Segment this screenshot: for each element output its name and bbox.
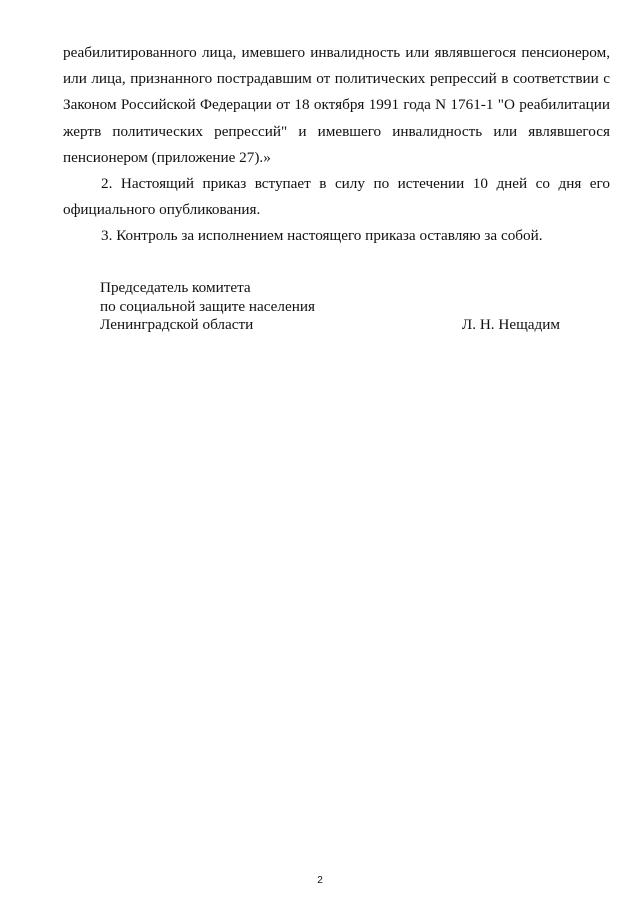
document-body <box>63 40 610 250</box>
signatory-name: Л. Н. Нещадим <box>461 316 560 333</box>
signature-title-line-3 <box>100 316 560 335</box>
page-number: 2 <box>317 875 323 886</box>
signature-position-1: Председатель комитета <box>100 279 251 296</box>
signature-position-2: по социальной защите населения <box>100 297 315 315</box>
signature-title-line-1 <box>100 279 560 298</box>
signature-title-line-2 <box>100 298 560 317</box>
paragraph-control: 3. Контроль за исполнением настоящего приказа оставляю за собой. <box>101 227 543 245</box>
signature-block <box>100 279 560 335</box>
paragraph-effective-date: 2. Настоящий приказ вступает в силу по истечении 10 дней со дня его официального опубликования. <box>63 175 610 219</box>
signature-position-3: Ленинградской области <box>100 316 254 333</box>
paragraph-continuation: реабилитированного лица, имевшего инвалидность или являвшегося пенсионером, или лица, признанного пострадавшим от политических репрессий в соответствии с Законом Российской Федерации от 18 октября 1991 года N 1761-1 "О реабилитации жертв политических репрессий" и имевшего инвалидность или являвшегося пенсионером (приложение 27).» <box>63 44 610 166</box>
